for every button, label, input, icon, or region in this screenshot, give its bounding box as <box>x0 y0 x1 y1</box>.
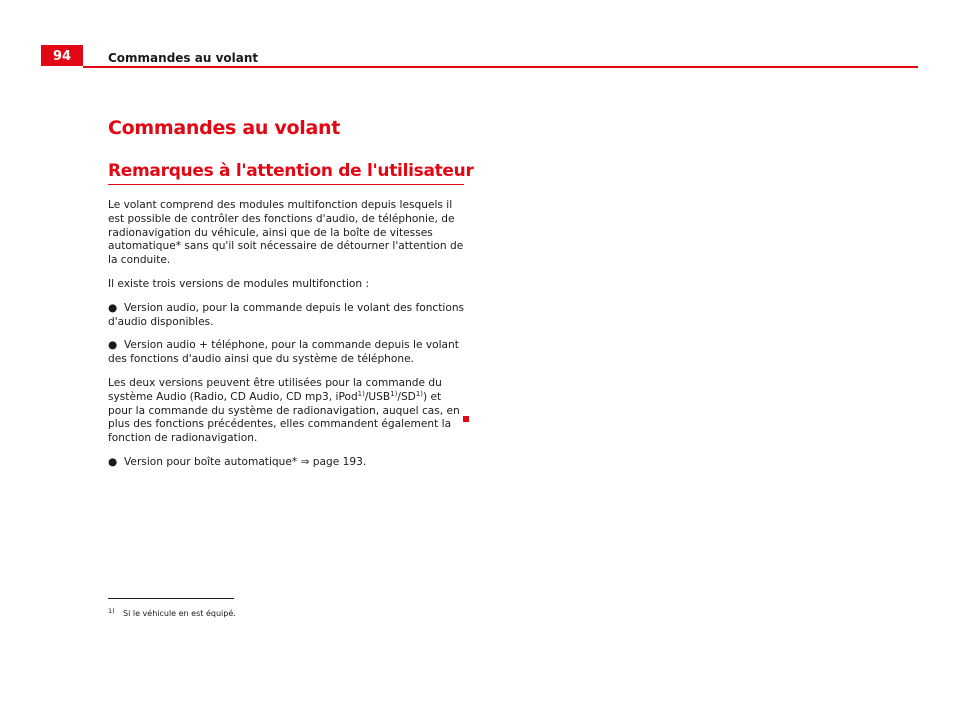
footnote-ref: 1) <box>357 389 365 398</box>
bullet-icon: ● <box>108 455 118 468</box>
usb-text: /USB <box>364 390 391 403</box>
both-versions-paragraph <box>108 377 468 446</box>
bullet-icon: ● <box>108 339 118 352</box>
both-versions-text-b: ) et pour la commande du système de radionavigation, auquel cas, en plus des fonctions précédentes, elles commandent également la fonction de radionavigation. <box>108 390 460 445</box>
bullet-item-audio <box>108 302 468 330</box>
footnote-rule <box>108 598 234 599</box>
intro-paragraph: Le volant comprend des modules multifonction depuis lesquels il est possible de contrôler des fonctions d'audio, de téléphonie, de radionavigation du véhicule, ainsi que de la boîte de vitesses automatique* sans qu'il soit nécessaire de détourner l'attention de la conduite. <box>108 199 464 267</box>
section-title: Remarques à l'attention de l'utilisateur <box>108 161 474 181</box>
footnote-mark: 1) <box>108 607 115 615</box>
bullet-text: Version audio + téléphone, pour la commande depuis le volant des fonctions d'audio ainsi que du système de téléphone. <box>108 339 459 366</box>
chapter-title: Commandes au volant <box>108 117 340 139</box>
running-title: Commandes au volant <box>108 51 259 65</box>
footnote-text: Si le véhicule en est équipé. <box>123 609 236 618</box>
versions-intro-paragraph: Il existe trois versions de modules multifonction : <box>108 277 370 290</box>
body-text <box>108 199 468 480</box>
header-rule <box>83 66 918 68</box>
footnote <box>108 606 236 619</box>
bullet-icon: ● <box>108 301 118 314</box>
both-versions-text-a: Les deux versions peuvent être utilisées pour la commande du système Audio (Radio, CD Audio, CD mp3, iPod <box>108 376 442 403</box>
sd-text: /SD <box>397 390 416 403</box>
footnote-ref: 1) <box>390 389 398 398</box>
section-end-marker <box>463 416 469 422</box>
bullet-text-page-link[interactable]: Version pour boîte automatique* ⇒ page 193. <box>124 455 367 468</box>
footnote-ref: 1) <box>415 389 424 398</box>
page-number: 94 <box>41 45 83 66</box>
bullet-text: Version audio, pour la commande depuis le volant des fonctions d'audio disponibles. <box>108 301 465 328</box>
bullet-item-automatic <box>108 456 468 470</box>
section-rule <box>108 184 464 185</box>
page-header <box>0 0 960 70</box>
bullet-item-audio-phone <box>108 339 468 367</box>
